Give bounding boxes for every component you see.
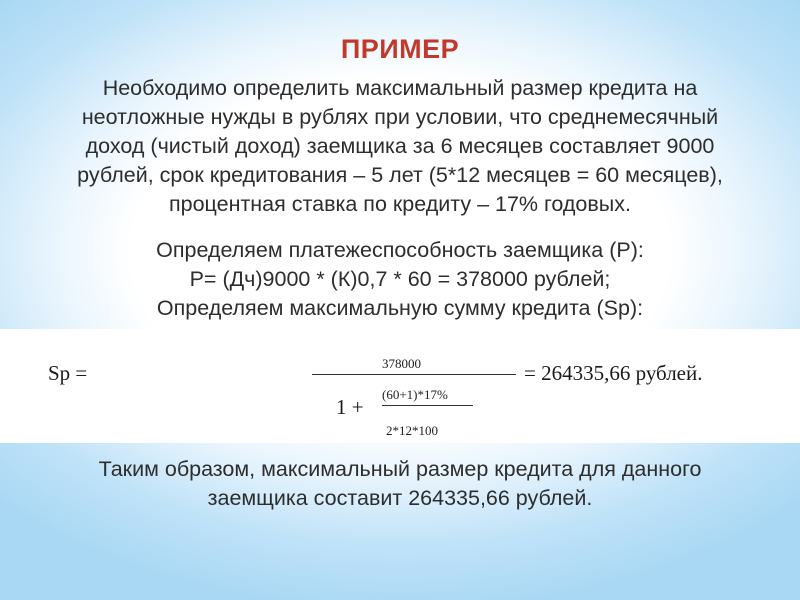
problem-line: рублей, срок кредитования – 5 лет (5*12 месяцев = 60 месяцев), <box>77 163 723 187</box>
problem-line: Необходимо определить максимальный размер кредита на <box>102 76 698 100</box>
conclusion <box>20 455 780 513</box>
formula-inner-denominator: 2*12*100 <box>386 423 438 438</box>
solution-steps <box>20 236 780 323</box>
step-line: Определяем платежеспособность заемщика (P): <box>156 238 644 262</box>
problem-line: доход (чистый доход) заемщика за 6 месяцев составляет 9000 <box>85 134 715 158</box>
fraction-bar <box>312 374 516 375</box>
formula-inner-numerator: (60+1)*17% <box>382 387 448 402</box>
conclusion-line: заемщика составит 264335,66 рублей. <box>207 486 593 510</box>
problem-statement <box>20 74 780 219</box>
formula-result: = 264335,66 рублей. <box>524 361 703 385</box>
formula-block <box>0 329 800 443</box>
formula-numerator: 378000 <box>382 356 421 371</box>
conclusion-line: Таким образом, максимальный размер кредита для данного <box>98 457 702 481</box>
slide-title: ПРИМЕР <box>340 34 460 64</box>
step-line: Определяем максимальную сумму кредита (Sp): <box>156 296 644 320</box>
problem-line: процентная ставка по кредиту – 17% годовых. <box>169 192 631 216</box>
problem-line: неотложные нужды в рублях при условии, что среднемесячный <box>81 105 719 129</box>
formula-lhs: Sp = <box>48 361 88 385</box>
inner-fraction-bar <box>382 405 473 406</box>
formula-one-plus: 1 + <box>336 395 364 419</box>
step-line: P= (Дч)9000 * (К)0,7 * 60 = 378000 рублей; <box>189 267 611 291</box>
